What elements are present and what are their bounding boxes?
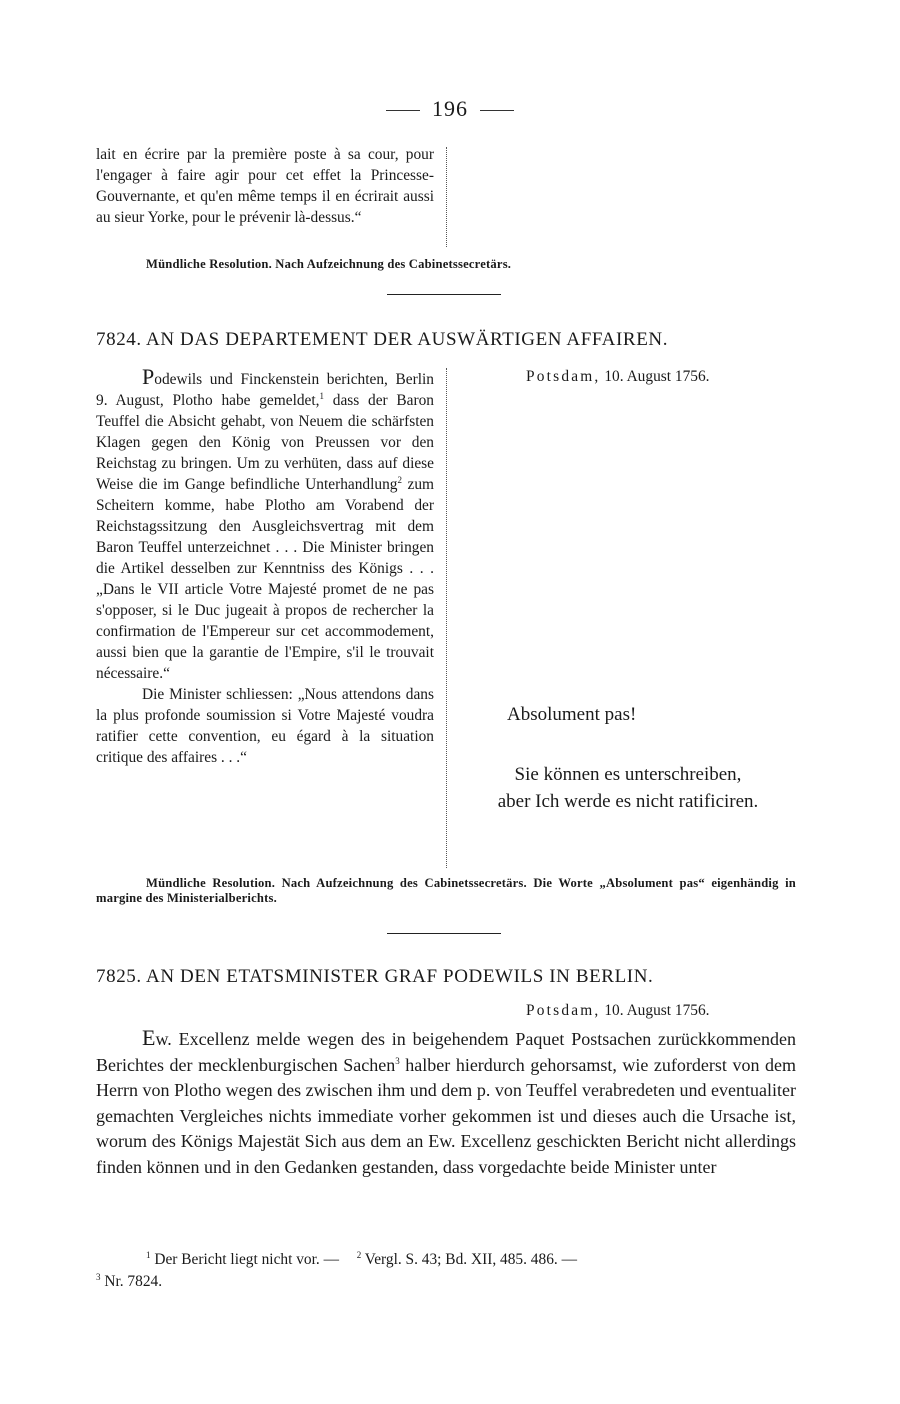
footnote-ref-3: 3 [395,1055,400,1066]
doc-7824-p1-text3: zum Scheitern komme, habe Plotho am Vorabend der Reichstagssitzung den Ausgleichsvertrag mit dem Baron Teuffel unterzeichnet . . . Die Minister bringen die Artikel desselben zur Kenntniss des Königs . . . „Dans le VII article Votre Majesté promet de ne pas s'opposer, si le Duc jugeait à propos de rechercher la confirmation de l'Empereur sur cet accommodement, aussi bien que la garantie de l'Empire, s'il le trouvait nécessaire.“ [96,476,434,682]
top-block-note: Mündliche Resolution. Nach Aufzeichnung des Cabinetssecretärs. [146,257,512,271]
footnote-1-mark: 1 [146,1249,151,1260]
doc-7824-p1-text2: dass der Baron Teuffel die Absicht gehabt, von Neuem die schärfsten Klagen gegen den König von Preussen vor den Reichstag zu bringen. Um zu verhüten, dass auf diese Weise die im Gange befindliche Unterhandlung [96,392,435,493]
doc-7825-heading: 7825. AN DEN ETATSMINISTER GRAF PODEWILS IN BERLIN. [96,966,654,987]
dash-right [480,110,514,111]
footnote-ref-2: 2 [397,474,402,485]
doc-7824-note: Mündliche Resolution. Nach Aufzeichnung des Cabinetssecretärs. Die Worte „Absolument pas“ eigenhändig in margine des Ministerialberichts. [96,876,796,905]
dropcap-e: E [142,1025,156,1050]
margin-note-line-2: aber Ich werde es nicht ratificiren. [497,791,759,812]
doc-7824-heading: 7824. AN DAS DEPARTEMENT DER AUSWÄRTIGEN AFFAIREN. [96,329,669,350]
footnote-ref-1: 1 [319,390,324,401]
doc-7824-paragraph-1 [96,366,434,684]
doc-7824-date [526,368,710,386]
dash-left [386,110,420,111]
column-divider-7824 [446,368,447,868]
margin-note-absolument: Absolument pas! [507,704,637,725]
doc-7825-text-2: halber hierdurch gehorsamst, wie zuforderst von dem Herrn von Plotho wegen des zwischen ihm und dem p. von Teuffel verabredeten und eventualiter gemachten Vergleiches nichts immediate vorher gekommen ist und dieses auch die Ursache ist, worum des Königs Majestät Sich aus dem an Ew. Excellenz geschickten Bericht nicht allerdings finden können und in den Gedanken gestanden, dass vorgedachte beide Minister unter [96,1054,797,1177]
doc-7825-paragraph [96,1025,796,1180]
footnotes [96,1249,796,1293]
footnote-line-1 [96,1249,796,1271]
margin-note-line-1: Sie können es unterschreiben, [514,764,742,785]
page-number [0,96,900,122]
top-continuation-text [96,144,434,228]
dropcap-p: P [142,364,155,389]
doc-7825-text-1: w. Excellenz melde wegen des in beigehendem Paquet Postsachen zurückkommenden Berichtes der mecklenburgischen Sachen [96,1029,796,1075]
footnote-1-text: Der Bericht liegt nicht vor. — [150,1251,339,1268]
footnote-3-text: Nr. 7824. [100,1273,163,1290]
doc-7825-date-rest: 10. August 1756. [604,1002,710,1019]
top-block-paragraph: lait en écrire par la première poste à sa cour, pour l'engager à faire agir pour cet effet la Princesse-Gouvernante, et qu'en même temps il en écrirait aussi au sieur Yorke, pour le prévenir là-dessus.“ [96,146,434,226]
doc-7825-date-place: Potsdam, [526,1002,601,1019]
footnote-line-2 [96,1271,796,1293]
doc-7824-summary [96,366,434,768]
separator-2 [387,933,501,934]
footnote-2-mark: 2 [356,1249,362,1260]
doc-7824-p1-text: odewils und Finckenstein berichten, Berlin 9. August, Plotho habe gemeldet, [96,371,434,409]
footnote-3-mark: 3 [96,1271,101,1282]
doc-7824-date-rest: 10. August 1756. [604,368,710,385]
footnote-2-text: Vergl. S. 43; Bd. XII, 485. 486. — [361,1251,577,1268]
doc-7824-paragraph-2: Die Minister schliessen: „Nous attendons dans la plus profonde soumission si Votre Majesté voudra ratifier cette convention, eu égard à la situation critique des affaires . . .“ [96,686,434,766]
column-divider-top [446,147,447,247]
separator-1 [387,294,501,295]
doc-7824-date-place: Potsdam, [526,368,601,385]
doc-7825-body [96,1025,796,1180]
doc-7825-date [526,1002,710,1020]
margin-note-resolution [456,761,800,815]
page-number-value: 196 [432,96,468,121]
